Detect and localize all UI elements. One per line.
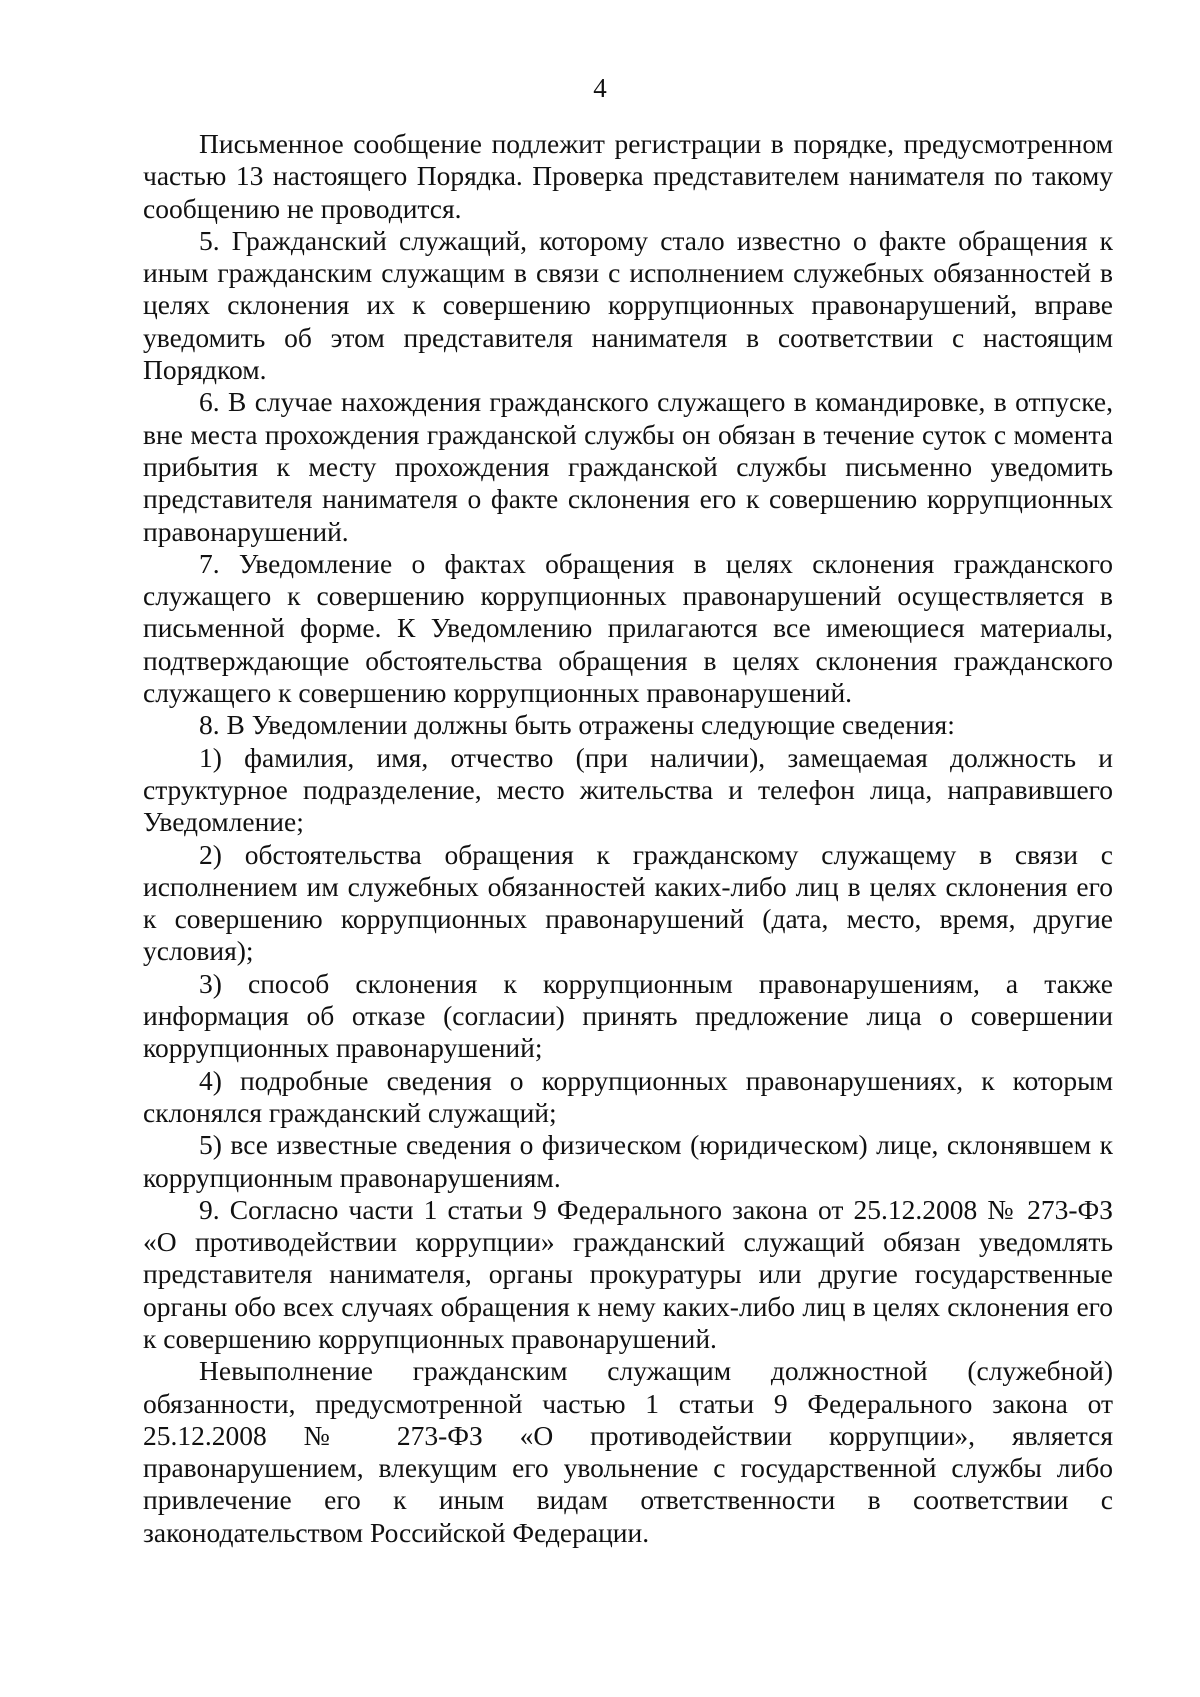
paragraph-non-fulfillment: Невыполнение гражданским служащим должностной (служебной) обязанности, предусмотренной частью 1 статьи 9 Федерального закона от 25.12.2008 № 273-ФЗ «О противодействии коррупции», является правонарушением, влекущим его увольнение с государственной службы либо привлечение его к иным видам ответственности в соответствии с законодательством Российской Федерации. bbox=[143, 1355, 1113, 1548]
paragraph-item-8: 8. В Уведомлении должны быть отражены следующие сведения: bbox=[199, 709, 955, 741]
paragraph-subitem-2: 2) обстоятельства обращения к гражданскому служащему в связи с исполнением им служебных обязанностей каких-либо лиц в целях склонения его к совершению коррупционных правонарушений (дата, место, время, другие условия); bbox=[143, 838, 1113, 967]
paragraph-registration: Письменное сообщение подлежит регистрации в порядке, предусмотренном частью 13 настоящего Порядка. Проверка представителем нанимателя по такому сообщению не проводится. bbox=[143, 128, 1113, 224]
page-number: 4 bbox=[593, 73, 607, 103]
paragraph-item-6: 6. В случае нахождения гражданского служащего в командировке, в отпуске, вне места прохождения гражданской службы он обязан в течение суток с момента прибытия к месту прохождения гражданской службы письменно уведомить представителя нанимателя о факте склонения его к совершению коррупционных правонарушений. bbox=[143, 386, 1113, 547]
paragraph-item-9: 9. Согласно части 1 статьи 9 Федерального закона от 25.12.2008 № 273-ФЗ «О противодействии коррупции» гражданский служащий обязан уведомлять представителя нанимателя, органы прокуратуры или другие государственные органы обо всех случаях обращения к нему каких-либо лиц в целях склонения его к совершению коррупционных правонарушений. bbox=[143, 1193, 1113, 1354]
paragraph-item-7: 7. Уведомление о фактах обращения в целях склонения гражданского служащего к совершению коррупционных правонарушений осуществляется в письменной форме. К Уведомлению прилагаются все имеющиеся материалы, подтверждающие обстоятельства обращения в целях склонения гражданского служащего к совершению коррупционных правонарушений. bbox=[143, 547, 1113, 709]
paragraph-item-5: 5. Гражданский служащий, которому стало известно о факте обращения к иным гражданским служащим в связи с исполнением служебных обязанностей в целях склонения их к совершению коррупционных правонарушений, вправе уведомить об этом представителя нанимателя в соответствии с настоящим Порядком. bbox=[143, 224, 1113, 386]
paragraph-subitem-3: 3) способ склонения к коррупционным правонарушениям, а также информация об отказе (согласии) принять предложение лица о совершении коррупционных правонарушений; bbox=[143, 967, 1113, 1064]
paragraph-subitem-4: 4) подробные сведения о коррупционных правонарушениях, к которым склонялся гражданский служащий; bbox=[143, 1064, 1113, 1128]
document-body bbox=[143, 128, 1113, 1549]
paragraph-subitem-1: 1) фамилия, имя, отчество (при наличии), замещаемая должность и структурное подразделение, место жительства и телефон лица, направившего Уведомление; bbox=[143, 741, 1113, 838]
paragraph-subitem-5: 5) все известные сведения о физическом (юридическом) лице, склонявшем к коррупционным правонарушениям. bbox=[143, 1129, 1113, 1193]
